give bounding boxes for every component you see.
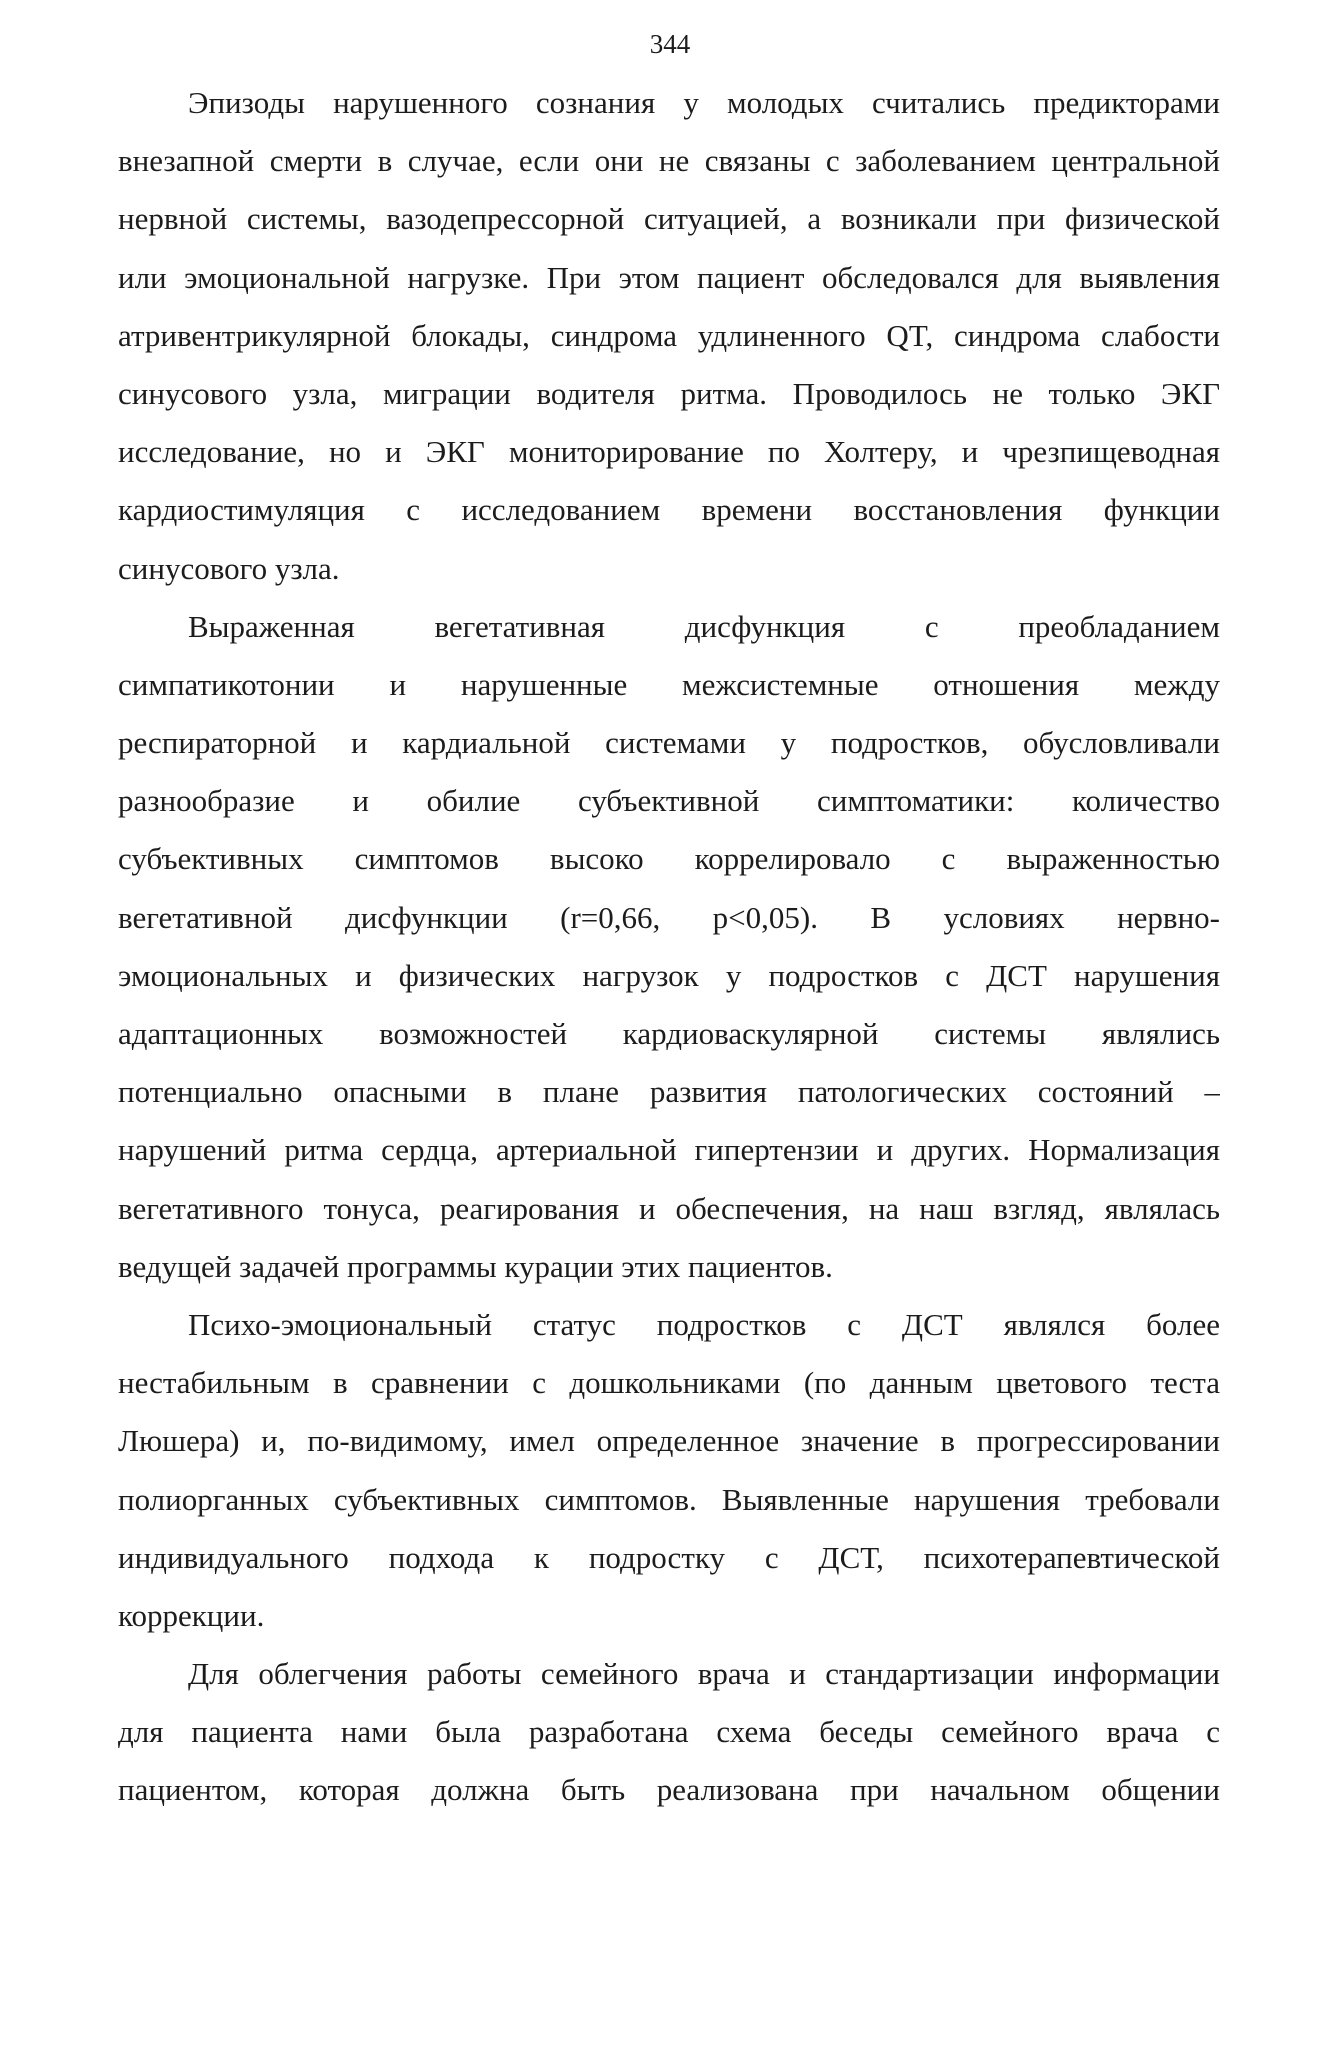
- text-line: потенциально опасными в плане развития патологических состояний –: [118, 1074, 1220, 1110]
- text-line: респираторной и кардиальной системами у подростков, обусловливали: [118, 725, 1220, 761]
- text-line: атривентрикулярной блокады, синдрома удлиненного QT, синдрома слабости: [118, 317, 1220, 353]
- text-line: кардиостимуляция с исследованием времени восстановления функции: [118, 492, 1220, 528]
- text-line: синусового узла, миграции водителя ритма. Проводилось не только ЭКГ: [118, 375, 1220, 411]
- page-number: 344: [649, 29, 691, 59]
- paragraph-2: [118, 598, 1220, 1296]
- text-line: синусового узла.: [118, 550, 340, 586]
- text-line: Психо-эмоциональный статус подростков с ДСТ являлся более: [188, 1306, 1220, 1342]
- text-line: исследование, но и ЭКГ мониторирование по Холтеру, и чрезпищеводная: [118, 434, 1220, 470]
- text-line: нервной системы, вазодепрессорной ситуацией, а возникали при физической: [118, 201, 1220, 237]
- text-line: Люшера) и, по-видимому, имел определенное значение в прогрессировании: [118, 1423, 1220, 1459]
- body-text: [118, 74, 1220, 1820]
- paragraph-1: [118, 74, 1220, 598]
- text-line: эмоциональных и физических нагрузок у подростков с ДСТ нарушения: [118, 957, 1220, 993]
- text-line: вегетативного тонуса, реагирования и обеспечения, на наш взгляд, являлась: [118, 1190, 1220, 1226]
- text-line: субъективных симптомов высоко коррелировало с выраженностью: [118, 841, 1220, 877]
- text-line: Для облегчения работы семейного врача и стандартизации информации: [188, 1656, 1220, 1692]
- text-line: внезапной смерти в случае, если они не связаны с заболеванием центральной: [118, 143, 1220, 179]
- text-line: симпатикотонии и нарушенные межсистемные отношения между: [118, 666, 1220, 702]
- text-line: пациентом, которая должна быть реализована при начальном общении: [118, 1772, 1220, 1808]
- paragraph-4: [118, 1645, 1220, 1820]
- text-line: Выраженная вегетативная дисфункция с преобладанием: [188, 608, 1220, 644]
- text-line: нестабильным в сравнении с дошкольниками (по данным цветового теста: [118, 1365, 1220, 1401]
- paragraph-3: [118, 1296, 1220, 1645]
- text-line: коррекции.: [118, 1597, 265, 1633]
- text-line: разнообразие и обилие субъективной симптоматики: количество: [118, 783, 1220, 819]
- text-line: Эпизоды нарушенного сознания у молодых считались предикторами: [188, 85, 1220, 120]
- text-line: адаптационных возможностей кардиоваскулярной системы являлись: [118, 1016, 1220, 1051]
- text-line: ведущей задачей программы курации этих пациентов.: [118, 1248, 833, 1284]
- text-line: нарушений ритма сердца, артериальной гипертензии и других. Нормализация: [118, 1132, 1220, 1168]
- text-line: для пациента нами была разработана схема беседы семейного врача с: [118, 1714, 1220, 1750]
- text-line: полиорганных субъективных симптомов. Выявленные нарушения требовали: [118, 1481, 1220, 1517]
- text-line: или эмоциональной нагрузке. При этом пациент обследовался для выявления: [118, 259, 1220, 295]
- text-line: вегетативной дисфункции (r=0,66, p<0,05). В условиях нервно-: [118, 899, 1220, 935]
- text-line: индивидуального подхода к подростку с ДСТ, психотерапевтической: [118, 1539, 1220, 1575]
